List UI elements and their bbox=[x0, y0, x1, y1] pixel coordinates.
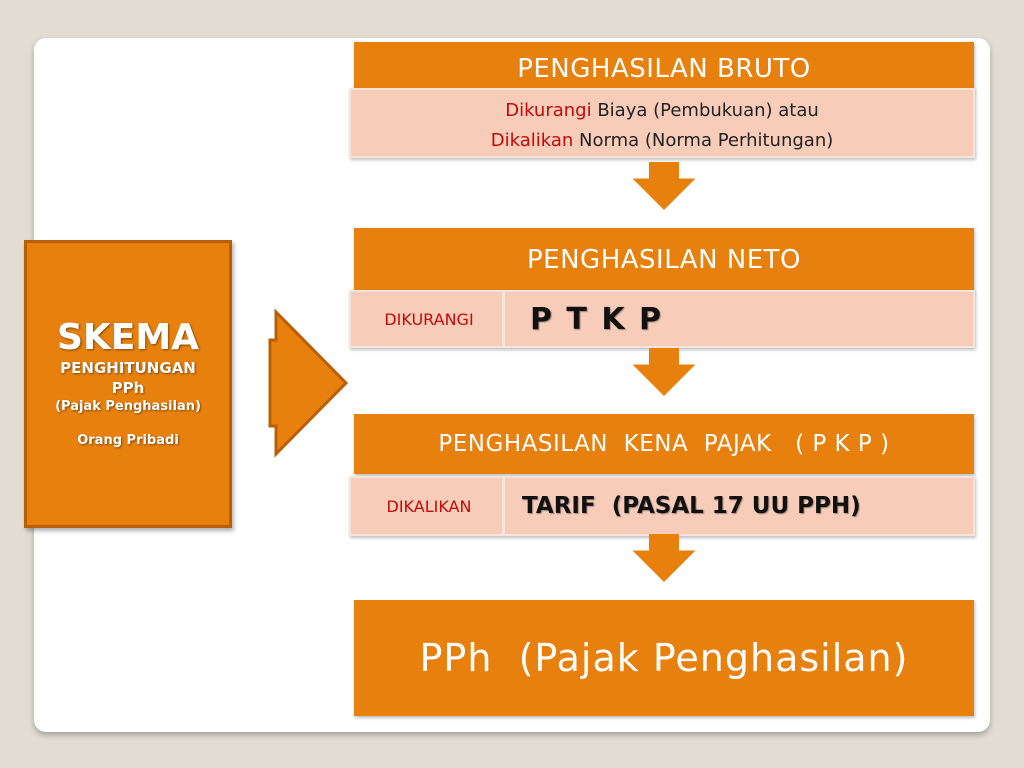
pph-result-bar bbox=[354, 600, 974, 716]
bruto-row2-text: Norma (Norma Perhitungan) bbox=[573, 130, 834, 151]
down-arrow-icon-2 bbox=[622, 348, 706, 396]
pph-title: PPh (Pajak Penghasilan) bbox=[419, 636, 909, 680]
pkp-title: PENGHASILAN KENA PAJAK ( P K P ) bbox=[438, 431, 890, 457]
pkp-right-text: TARIF (PASAL 17 UU PPH) bbox=[522, 493, 861, 519]
right-arrow-icon bbox=[268, 308, 350, 458]
skema-box bbox=[24, 240, 232, 528]
bruto-row-1 bbox=[351, 96, 973, 126]
neto-title: PENGHASILAN NETO bbox=[526, 245, 802, 275]
bruto-row2-keyword: Dikalikan bbox=[490, 130, 574, 151]
bruto-bar bbox=[354, 42, 974, 90]
neto-ptkp-value bbox=[530, 292, 950, 346]
skema-line-pajak-penghasilan: (Pajak Penghasilan) bbox=[55, 399, 201, 414]
neto-dikurangi-label bbox=[356, 292, 505, 346]
bruto-row1-text: Biaya (Pembukuan) atau bbox=[591, 100, 819, 121]
bruto-row1-keyword: Dikurangi bbox=[505, 100, 592, 121]
bruto-row-2 bbox=[351, 126, 973, 156]
skema-title: SKEMA bbox=[56, 317, 200, 358]
bruto-detail-box bbox=[349, 88, 975, 158]
pkp-left-text: DIKALIKAN bbox=[386, 496, 472, 516]
pkp-bar bbox=[354, 414, 974, 474]
neto-right-text: P T K P bbox=[530, 301, 664, 337]
down-arrow-icon-3 bbox=[622, 534, 706, 582]
neto-left-text: DIKURANGI bbox=[384, 309, 474, 329]
skema-line-orang-pribadi: Orang Pribadi bbox=[77, 433, 179, 448]
skema-line-penghitungan: PENGHITUNGAN bbox=[60, 359, 196, 377]
pkp-dikalikan-label bbox=[356, 478, 505, 534]
pkp-tarif-value bbox=[522, 478, 962, 534]
bruto-title: PENGHASILAN BRUTO bbox=[517, 54, 811, 84]
neto-bar bbox=[354, 228, 974, 292]
skema-line-pph: PPh bbox=[111, 379, 145, 397]
down-arrow-icon-1 bbox=[622, 162, 706, 210]
